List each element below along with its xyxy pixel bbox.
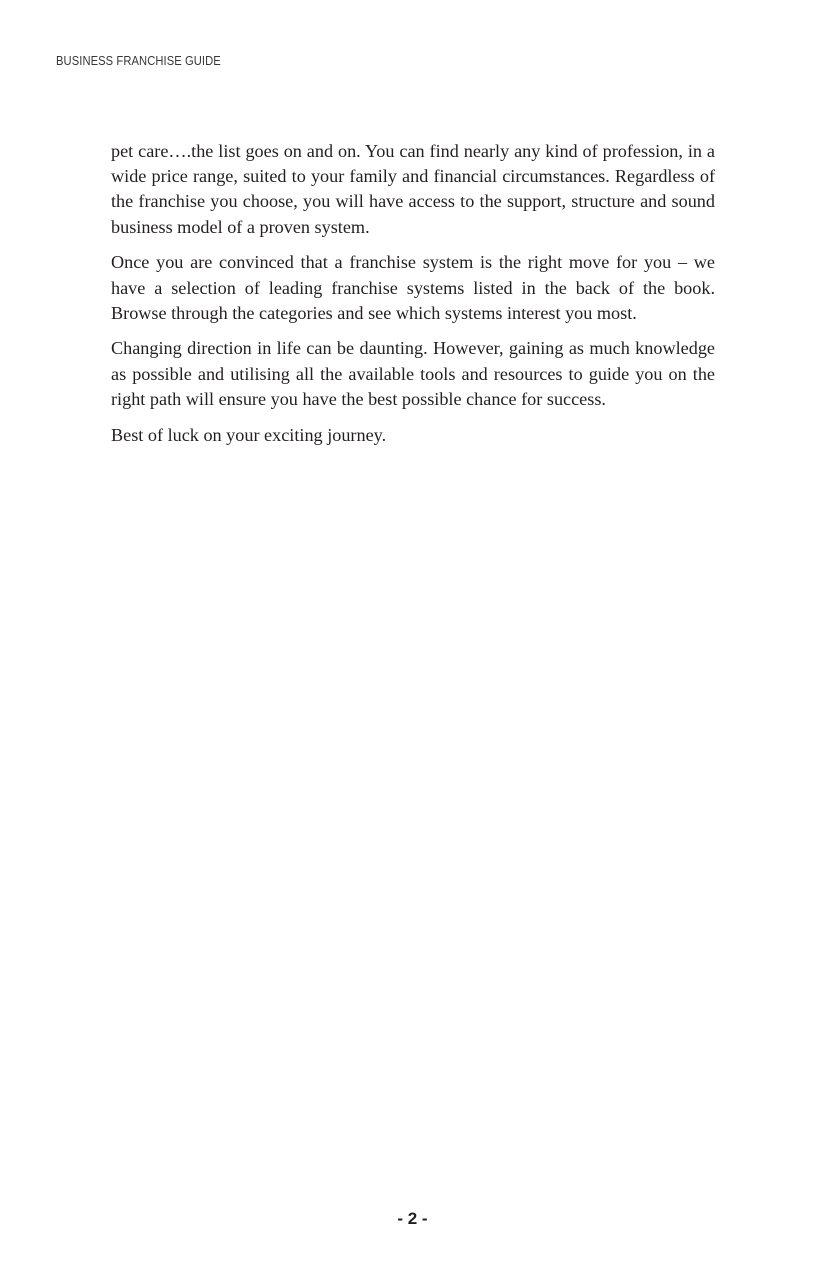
running-header: BUSINESS FRANCHISE GUIDE	[56, 53, 221, 68]
paragraph: pet care….the list goes on and on. You can find nearly any kind of profession, in a wide price range, suited to your family and financial circumstances. Regardless of the franchise you choose, you will have access to the support, structure and sound business model of a proven system.	[111, 141, 715, 237]
paragraph: Once you are convinced that a franchise system is the right move for you – we have a selection of leading franchise systems listed in the back of the book. Browse through the categories and see which systems interest you most.	[111, 252, 715, 323]
paragraph: Best of luck on your exciting journey.	[111, 424, 387, 445]
body-text	[111, 139, 715, 458]
paragraph: Changing direction in life can be daunting. However, gaining as much knowledge as possible and utilising all the available tools and resources to guide you on the right path will ensure you have the best possible chance for success.	[111, 338, 715, 409]
page-number: - 2 -	[397, 1209, 428, 1228]
